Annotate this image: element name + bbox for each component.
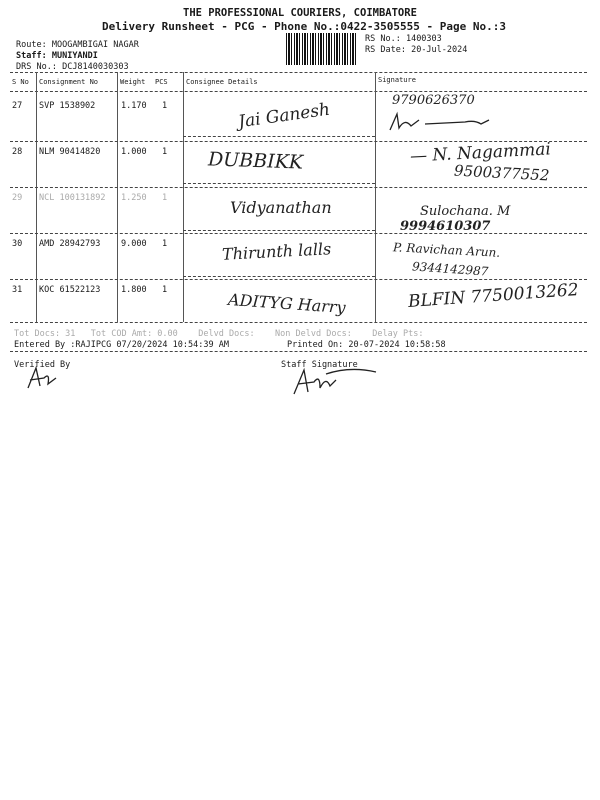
- row-31-weight: 1.800: [121, 285, 147, 295]
- row-30-consignment: AMD 28942793: [39, 239, 101, 249]
- rs-date-label: RS Date:: [365, 45, 406, 55]
- row-28-consignee-rule: [183, 183, 375, 184]
- route-line: [16, 40, 139, 50]
- drs-value: DCJ8140030303: [62, 62, 129, 72]
- company-title: THE PROFESSIONAL COURIERS, COIMBATORE: [183, 7, 417, 19]
- row-27-phone-handwriting: 9790626370: [392, 93, 475, 108]
- table-top-rule: [10, 72, 587, 73]
- row-31-sno: 31: [12, 285, 23, 295]
- delvd-docs: Delvd Docs:: [198, 329, 255, 339]
- staff-value: MUNIYANDI: [51, 51, 98, 61]
- col-sep-1: [36, 72, 37, 322]
- route-label: Route:: [16, 40, 47, 50]
- row-30-phone-handwriting: 9344142987: [411, 259, 489, 279]
- row-30-weight: 9.000: [121, 239, 147, 249]
- row-27-pcs: 1: [162, 101, 168, 111]
- printed-on: Printed On: 20-07-2024 10:58:58: [287, 340, 446, 350]
- row-30-consignee-rule: [183, 276, 375, 277]
- col-header-sno: S No: [12, 78, 29, 86]
- row-28-pcs: 1: [162, 147, 168, 157]
- row-27-consignee-handwriting: Jai Ganesh: [237, 99, 332, 133]
- row-30-sno: 30: [12, 239, 23, 249]
- col-header-pcs: PCS: [155, 78, 168, 86]
- delay-pts: Delay Pts:: [372, 329, 424, 339]
- staff-line: [16, 51, 98, 61]
- row-29-consignment: NCL 100131892: [39, 193, 106, 203]
- row-27-consignee-rule: [183, 136, 375, 137]
- staff-signature-label: Staff Signature: [281, 360, 358, 370]
- col-sep-2: [117, 72, 118, 322]
- rs-date-value: 20-Jul-2024: [411, 45, 468, 55]
- row-31-consignment: KOC 61522123: [39, 285, 101, 295]
- row-27-weight: 1.170: [121, 101, 147, 111]
- runsheet-title: Delivery Runsheet - PCG - Phone No.:0422-3505555 - Page No.:3: [102, 20, 506, 33]
- rs-no-value: 1400303: [405, 34, 442, 44]
- row-28-bottom-rule: [10, 187, 587, 188]
- row-30-consignee-handwriting: Thirunth lalls: [221, 239, 332, 264]
- rs-no-label: RS No.:: [365, 34, 401, 44]
- col-header-consignment: Consignment No: [39, 78, 99, 86]
- non-delvd-docs: Non Delvd Docs:: [275, 329, 352, 339]
- row-30-signature-handwriting: P. Ravichan Arun.: [392, 240, 501, 260]
- tot-cod: Tot COD Amt: 0.00: [90, 329, 178, 339]
- drs-line: [16, 62, 129, 72]
- row-27-signature-scribble: [385, 108, 495, 138]
- row-28-signature-handwriting: — N. Nagammai: [409, 139, 552, 167]
- row-29-phone-handwriting: 9994610307: [400, 219, 491, 234]
- col-sep-3: [183, 72, 184, 322]
- col-header-signature: Signature: [378, 76, 416, 84]
- drs-label: DRS No.:: [16, 62, 57, 72]
- row-29-sno: 29: [12, 193, 23, 203]
- row-29-consignee-handwriting: Vidyanathan: [230, 198, 332, 217]
- barcode: [286, 33, 358, 65]
- summary-line: [14, 329, 589, 339]
- row-29-weight: 1.250: [121, 193, 147, 203]
- footer-rule: [10, 351, 587, 352]
- row-31-signature-handwriting: BLFIN 7750013262: [407, 280, 580, 312]
- row-31-consignee-handwriting: ADITYG Harry: [227, 289, 347, 318]
- rs-no-line: [365, 34, 442, 44]
- header-bottom-rule: [10, 91, 587, 92]
- row-28-sno: 28: [12, 147, 23, 157]
- row-29-pcs: 1: [162, 193, 168, 203]
- col-sep-4: [375, 72, 376, 322]
- col-header-consignee: Consignee Details: [186, 78, 258, 86]
- row-29-bottom-rule: [10, 233, 587, 234]
- verified-by-label: Verified By: [14, 360, 71, 370]
- table-bottom-rule: [10, 322, 587, 323]
- row-28-consignee-handwriting: DUBBIKK: [207, 148, 304, 174]
- row-27-sno: 27: [12, 101, 23, 111]
- row-28-phone-handwriting: 9500377552: [453, 161, 550, 185]
- row-30-pcs: 1: [162, 239, 168, 249]
- row-28-consignment: NLM 90414820: [39, 147, 101, 157]
- row-27-consignment: SVP 1538902: [39, 101, 96, 111]
- row-31-pcs: 1: [162, 285, 168, 295]
- staff-signature-scribble: [290, 364, 380, 398]
- row-30-bottom-rule: [10, 279, 587, 280]
- rs-date-line: [365, 45, 467, 55]
- route-value: MOOGAMBIGAI NAGAR: [51, 40, 139, 50]
- entered-by: Entered By :RAJIPCG 07/20/2024 10:54:39 AM: [14, 340, 229, 350]
- row-29-signature-handwriting: Sulochana. M: [420, 204, 511, 219]
- col-header-weight: Weight: [120, 78, 146, 86]
- tot-docs: Tot Docs: 31: [14, 329, 76, 339]
- staff-label: Staff:: [16, 51, 47, 61]
- verifier-signature: [22, 364, 62, 392]
- row-29-consignee-rule: [183, 230, 375, 231]
- row-28-weight: 1.000: [121, 147, 147, 157]
